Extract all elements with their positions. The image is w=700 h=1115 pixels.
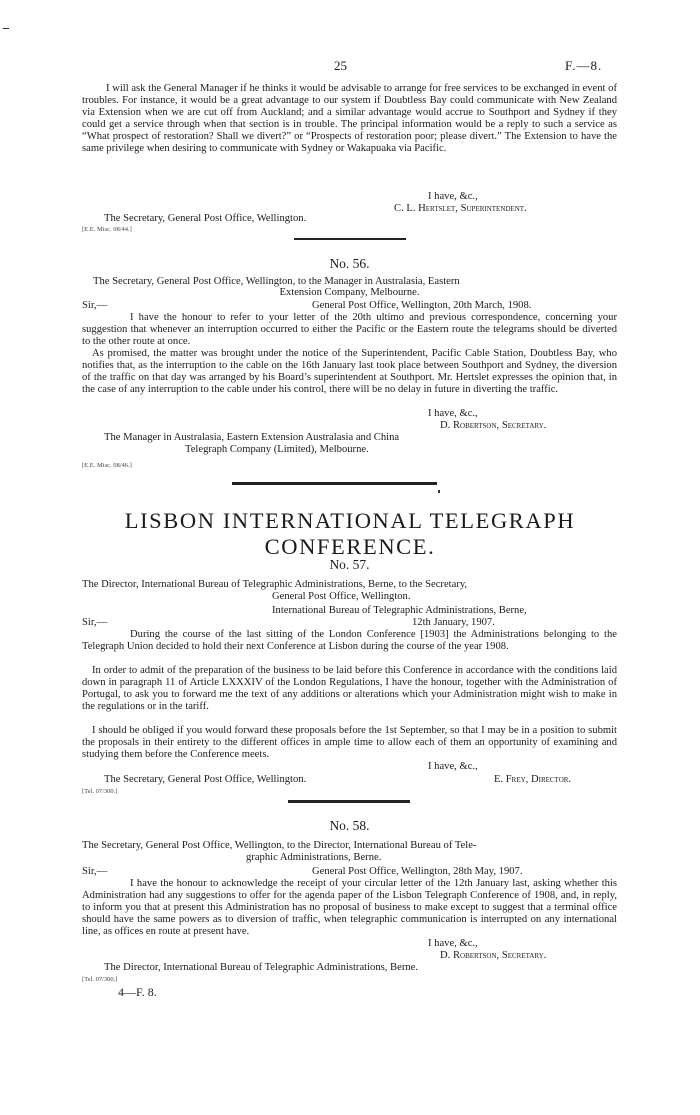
salutation: Sir,—	[82, 300, 108, 311]
letter-heading: The Director, International Bureau of Telegraphic Administrations, Berne, to the Secretary,	[82, 579, 468, 590]
letter-paragraph: I have the honour to refer to your letter of the 20th ultimo and previous correspondence, concerning your suggestion that whenever an interruption occurred to either the Pacific or the Eastern route the telegrams should be diverted to the other route at once.	[82, 312, 617, 347]
salutation: Sir,—	[82, 617, 108, 628]
letter-sign-off: I have, &c.,	[428, 191, 478, 202]
document-reference: F.—8.	[565, 58, 603, 73]
section-divider	[294, 238, 406, 240]
letter-sign-off: I have, &c.,	[428, 938, 478, 949]
print-speck	[438, 490, 440, 493]
letter-addressee-continued: Telegraph Company (Limited), Melbourne.	[185, 444, 369, 455]
letter-continuation-body: I will ask the General Manager if he thinks it would be advisable to arrange for free services to be exchanged in event of troubles. For instance, it would be a great advantage to our system if Doubtless Bay could communicate with New Zealand via Extension when we are cut off from Auckland; and a similar advantage would accrue to Southport and Sydney if they could get a service through when that section is in trouble. The principal information would be a reply to such a service as “What prospect of restoration? Shall we divert?” or “Prospects of restoration poor; please divert.” The Extension to have the same privilege when desiring to communicate with Sydney or Wakapuaka via Pacific.	[82, 83, 617, 154]
letter-heading-continued: Extension Company, Melbourne.	[279, 287, 420, 298]
letter-addressee: The Secretary, General Post Office, Wellington.	[104, 213, 307, 224]
letter-paragraph: During the course of the last sitting of the London Conference [1903] the Administrations belonging to the Telegraph Union decided to hold their next Conference at Lisbon during the course of the year 1908.	[82, 629, 617, 652]
page-number: 25	[334, 58, 347, 73]
letter-paragraph: I should be obliged if you would forward these proposals before the 1st September, so that I may be in a position to submit the proposals in their entirety to the different offices in ample time to allow each of them an opportunity of examining and studying them before the Conference meets.	[82, 725, 617, 760]
margin-tick	[3, 28, 9, 29]
letter-paragraph: I have the honour to acknowledge the receipt of your circular letter of the 12th January last, asking whether this Administration had any suggestions to offer for the agenda paper of the Lisbon Telegraph Conference of 1908, and, in reply, to inform you that at present this Administration has no proposal of business to make except to suggest that a terminal office should have the same powers as to diversion of traffic, when telegraphic communication is interrupted on any international line, as offices en route at present have.	[82, 878, 617, 937]
salutation: Sir,—	[82, 866, 108, 877]
section-title: LISBON INTERNATIONAL TELEGRAPH CONFERENCE.	[124, 508, 576, 559]
letter-heading: The Secretary, General Post Office, Wellington, to the Manager in Australasia, Eastern	[93, 276, 460, 287]
date-line: General Post Office, Wellington, 28th May, 1907.	[312, 866, 523, 877]
letter-heading-continued: General Post Office, Wellington.	[272, 591, 411, 602]
file-reference: [Tel. 07/300.]	[82, 788, 118, 795]
letter-paragraph: As promised, the matter was brought under the notice of the Superintendent, Pacific Cable Station, Doubtless Bay, who notifies that, as the interruption to the cable on the 16th January last took place between Southport and Sydney, the diversion of the traffic on that day was arranged by his Board’s superintendent at Southport. Mr. Hertslet expresses the opinion that, in the case of any interruption to the cable under his control, there will be no delay in future in diverting the traffic.	[82, 348, 617, 395]
letter-signature: E. Frey, Director.	[494, 774, 572, 785]
letter-signature: D. Robertson, Secretary.	[440, 420, 547, 431]
section-divider	[232, 482, 437, 485]
letter-sign-off: I have, &c.,	[428, 408, 478, 419]
section-divider	[288, 800, 410, 803]
letter-number: No. 56.	[329, 256, 370, 271]
letter-number: No. 57.	[329, 557, 370, 572]
file-reference: [Tel. 07/300.]	[82, 976, 118, 983]
sender-address: International Bureau of Telegraphic Administrations, Berne,	[272, 605, 527, 616]
letter-heading-continued: graphic Administrations, Berne.	[246, 852, 382, 863]
file-reference: [E.E. Misc. 08/44.]	[82, 226, 132, 233]
letter-sign-off: I have, &c.,	[428, 761, 478, 772]
signature-mark: 4—F. 8.	[118, 985, 157, 999]
letter-addressee: The Director, International Bureau of Telegraphic Administrations, Berne.	[104, 962, 418, 973]
letter-heading: The Secretary, General Post Office, Wellington, to the Director, International Bureau of Tele-	[82, 840, 477, 851]
letter-paragraph: In order to admit of the preparation of the business to be laid before this Conference in accordance with the conditions laid down in paragraph 11 of Article LXXXIV of the London Regulations, I have the honour, together with the Administration of Portugal, to ask you to forward me the text of any additions or alterations which your Administration might wish to make in the regulations or in the tariff.	[82, 665, 617, 712]
letter-addressee: The Secretary, General Post Office, Wellington.	[104, 774, 307, 785]
letter-signature: C. L. Hertslet, Superintendent.	[394, 203, 527, 214]
letter-number: No. 58.	[329, 818, 370, 833]
date-line: 12th January, 1907.	[412, 617, 495, 628]
file-reference: [E.E. Misc. 08/46.]	[82, 462, 132, 469]
letter-addressee: The Manager in Australasia, Eastern Extension Australasia and China	[104, 432, 400, 443]
date-line: General Post Office, Wellington, 20th March, 1908.	[312, 300, 532, 311]
letter-signature: D. Robertson, Secretary.	[440, 950, 547, 961]
